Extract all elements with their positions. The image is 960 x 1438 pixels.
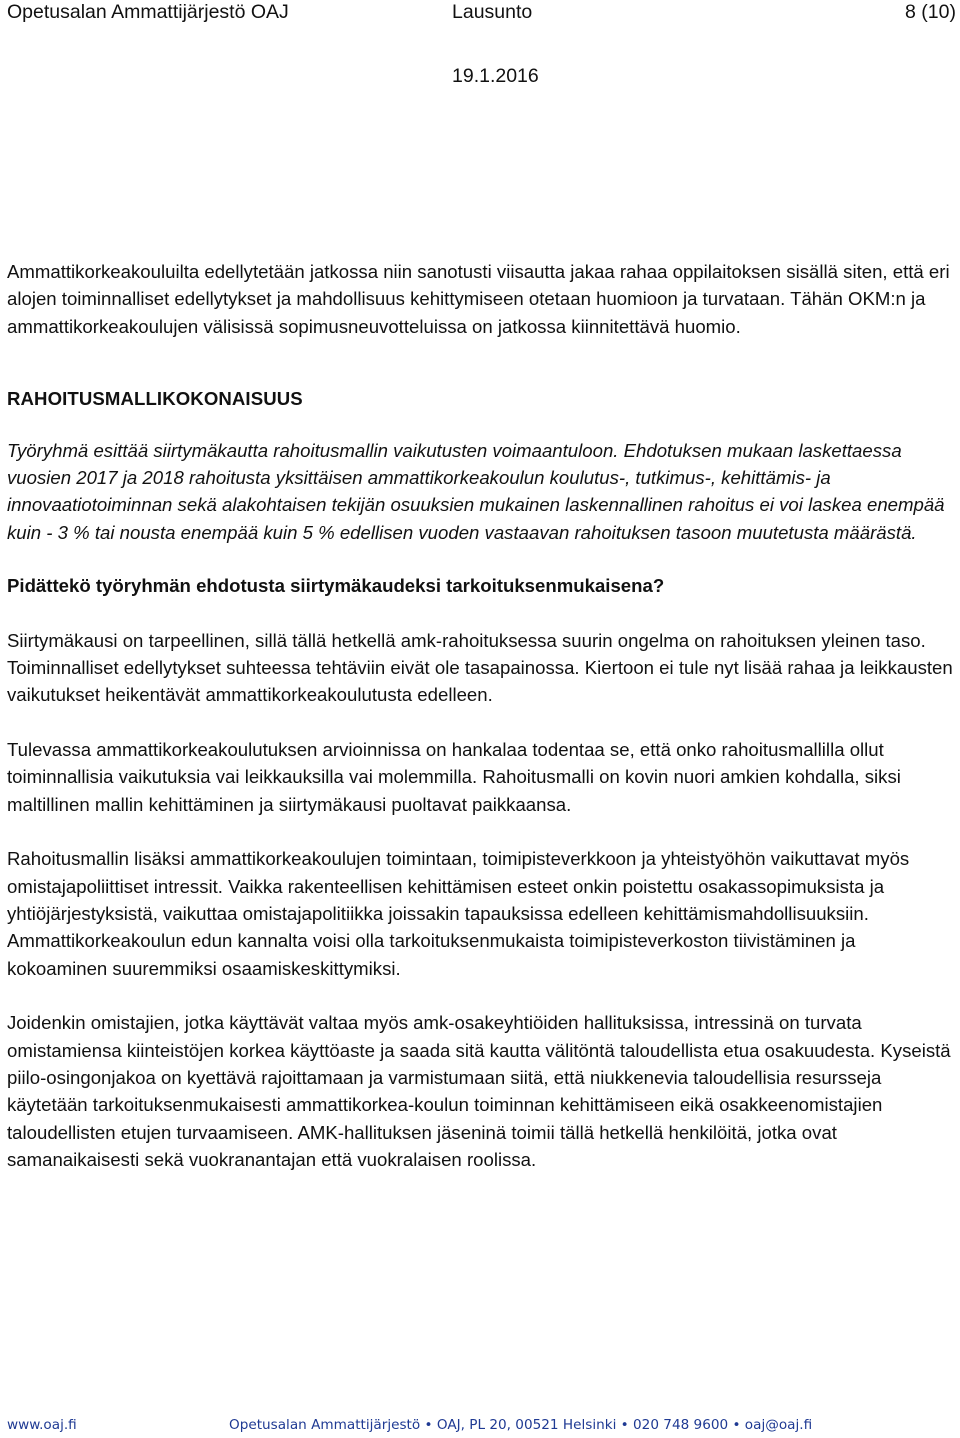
header-document-type: Lausunto bbox=[452, 1, 533, 23]
page-footer bbox=[7, 1414, 957, 1436]
footer-website-link[interactable]: www.oaj.fi bbox=[7, 1417, 77, 1433]
header-date: 19.1.2016 bbox=[452, 65, 539, 87]
paragraph-funding-distribution: Ammattikorkeakouluilta edellytetään jatkossa niin sanotusti viisautta jakaa rahaa oppilaitoksen sisällä siten, että eri alojen toiminnalliset edellytykset ja mahdollisuus kehittymiseen otetaan huomioon ja turvataan. Tähän OKM:n ja ammattikorkeakoulujen välisissä sopimusneuvotteluissa on jatkossa kiinnitettävä huomio. bbox=[7, 261, 950, 337]
answer-paragraph-2: Tulevassa ammattikorkeakoulutuksen arvioinnissa on hankalaa todentaa se, että onko rahoitusmallilla ollut toiminnallisia vaikutuksia vai leikkauksilla vai molemmilla. Rahoitusmalli on kovin nuori amkien kohdalla, siksi maltillinen mallin kehittäminen ja siirtymäkausi puoltavat paikkaansa. bbox=[7, 738, 901, 815]
page-header bbox=[0, 0, 960, 24]
section-heading: RAHOITUSMALLIKOKONAISUUS bbox=[7, 388, 303, 410]
document-body bbox=[7, 258, 955, 1174]
proposal-text: Työryhmä esittää siirtymäkautta rahoitusmallin vaikutusten voimaantuloon. Ehdotuksen mukaan laskettaessa vuosien 2017 ja 2018 rahoitusta yksittäisen ammattikorkeakoulun koulutus-, tutkimus-, kehittämis- ja innovaatiotoiminnan sekä alakohtaisen tekijän osuuksien mukainen laskennallinen rahoitus ei voi laskea enempää kuin - 3 % tai nousta enempää kuin 5 % edellisen vuoden vastaavan rahoituksen tasoon muutetusta määrästä. bbox=[7, 439, 945, 543]
header-page-number: 8 (10) bbox=[905, 1, 956, 23]
footer-contact-info: Opetusalan Ammattijärjestö • OAJ, PL 20, 00521 Helsinki • 020 748 9600 • oaj@oaj.fi bbox=[229, 1417, 813, 1433]
header-organization: Opetusalan Ammattijärjestö OAJ bbox=[7, 1, 289, 23]
question-heading: Pidättekö työryhmän ehdotusta siirtymäkaudeksi tarkoituksenmukaisena? bbox=[7, 575, 665, 597]
answer-paragraph-4: Joidenkin omistajien, jotka käyttävät valtaa myös amk-osakeyhtiöiden hallituksissa, intressinä on turvata omistamiensa kiinteistöjen korkea käyttöaste ja saada sitä kautta välitöntä taloudellista etua osakuudesta. Kyseistä piilo-osingonjakoa on kyettävä rajoittamaan ja varmistumaan siitä, että niukkenevia taloudellisia resursseja käytetään tarkoituksenmukaisesti ammattikorkea-koulun toiminnan kehittämiseen eikä osakkeenomistajien taloudellisten etujen turvaamiseen. AMK-hallituksen jäseninä toimii tällä hetkellä henkilöitä, jotka ovat samanaikaisesti sekä vuokranantajan että vuokralaisen roolissa. bbox=[7, 1012, 951, 1171]
answer-paragraph-1: Siirtymäkausi on tarpeellinen, sillä tällä hetkellä amk-rahoituksessa suurin ongelma on rahoituksen yleinen taso. Toiminnalliset edellytykset suhteessa tehtäviin eivät ole tasapainossa. Kiertoon ei tule nyt lisää rahaa ja leikkausten vaikutukset heikentävät ammattikorkeakoulutusta edelleen. bbox=[7, 629, 953, 706]
answer-paragraph-3: Rahoitusmallin lisäksi ammattikorkeakoulujen toimintaan, toimipisteverkkoon ja yhteistyöhön vaikuttavat myös omistajapoliittiset intressit. Vaikka rakenteellisen kehittämisen esteet onkin poistettu osakassopimuksista ja yhtiöjärjestyksistä, vaikuttaa omistajapolitiikka joissakin tapauksissa edelleen kehittämismahdollisuuksiin. Ammattikorkeakoulun edun kannalta voisi olla tarkoituksenmukaista toimipisteverkoston tiivistäminen ja kokoaminen suuremmiksi osaamiskeskittymiksi. bbox=[7, 848, 910, 979]
